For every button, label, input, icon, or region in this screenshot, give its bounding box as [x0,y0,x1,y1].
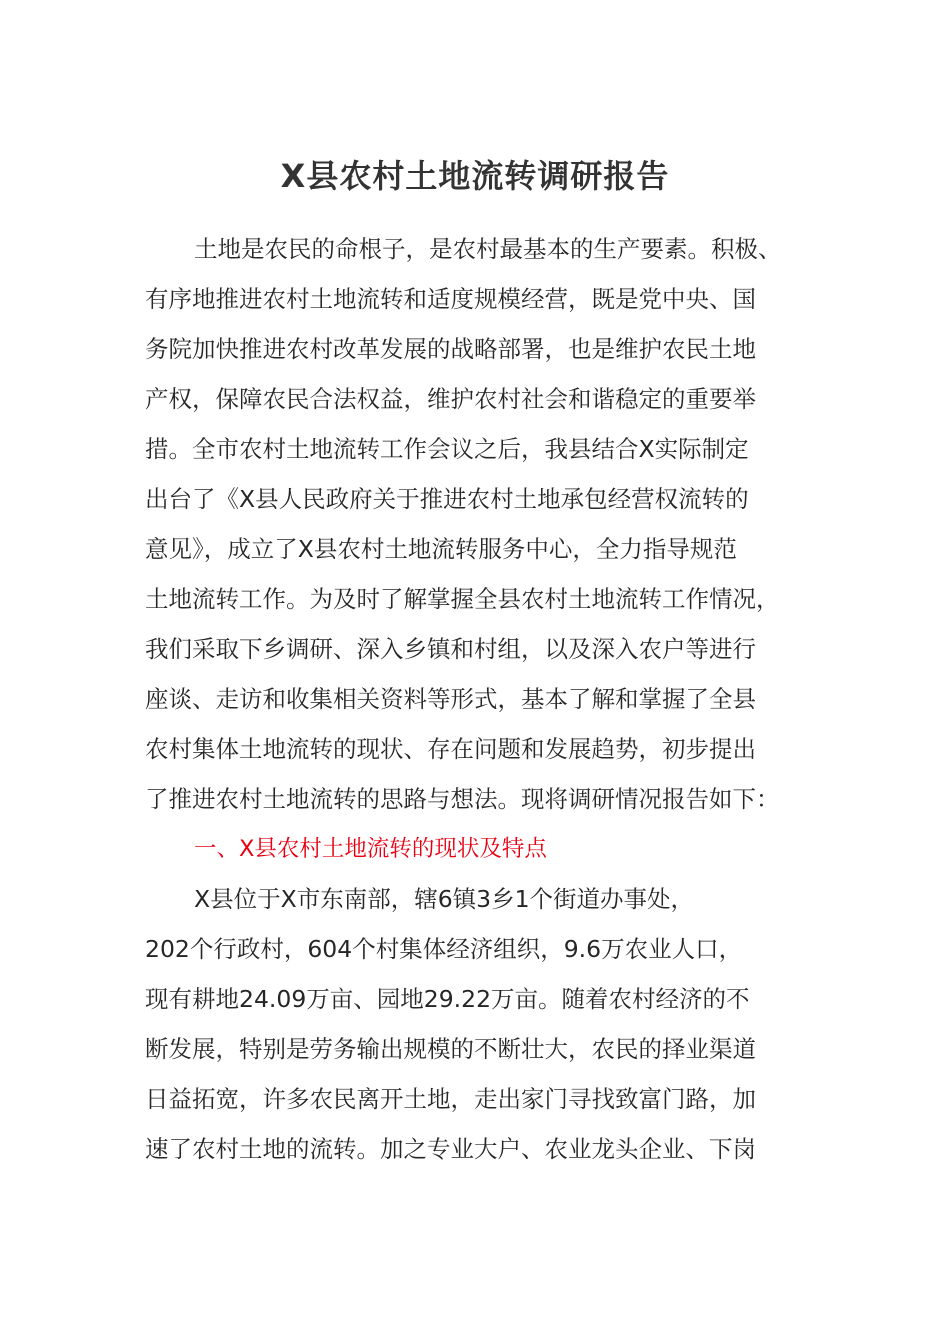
paragraph-line: X县位于X市东南部，辖6镇3乡1个街道办事处， [194,885,695,913]
paragraph-line: 速了农村土地的流转。加之专业大户、农业龙头企业、下岗 [145,1135,756,1163]
paragraph-line: 日益拓宽，许多农民离开土地，走出家门寻找致富门路，加 [145,1085,756,1113]
paragraph-line: 意见》，成立了X县农村土地流转服务中心，全力指导规范 [145,535,737,563]
paragraph-line: 202个行政村，604个村集体经济组织，9.6万农业人口， [145,935,743,963]
paragraph-line: 土地流转工作。为及时了解掌握全县农村土地流转工作情况， [145,585,780,613]
paragraph-line: 座谈、走访和收集相关资料等形式，基本了解和掌握了全县 [145,685,756,713]
paragraph-line: 有序地推进农村土地流转和适度规模经营，既是党中央、国 [145,285,756,313]
paragraph-line: 措。全市农村土地流转工作会议之后，我县结合X实际制定 [145,435,749,463]
paragraph-line: 务院加快推进农村改革发展的战略部署，也是维护农民土地 [145,335,756,363]
paragraph-line: 土地是农民的命根子，是农村最基本的生产要素。积极、 [194,235,782,263]
paragraph-line: 现有耕地24.09万亩、园地29.22万亩。随着农村经济的不 [145,985,750,1013]
paragraph-line: 农村集体土地流转的现状、存在问题和发展趋势，初步提出 [145,735,756,763]
paragraph-line: 了推进农村土地流转的思路与想法。现将调研情况报告如下： [145,785,780,813]
paragraph-line: 出台了《X县人民政府关于推进农村土地承包经营权流转的 [145,485,749,513]
paragraph-line: 我们采取下乡调研、深入乡镇和村组，以及深入农户等进行 [145,635,756,663]
section-heading: 一、X县农村土地流转的现状及特点 [194,836,547,862]
document-title: X县农村土地流转调研报告 [280,157,670,195]
paragraph-line: 产权，保障农民合法权益，维护农村社会和谐稳定的重要举 [145,385,756,413]
paragraph-line: 断发展，特别是劳务输出规模的不断壮大，农民的择业渠道 [145,1035,756,1063]
